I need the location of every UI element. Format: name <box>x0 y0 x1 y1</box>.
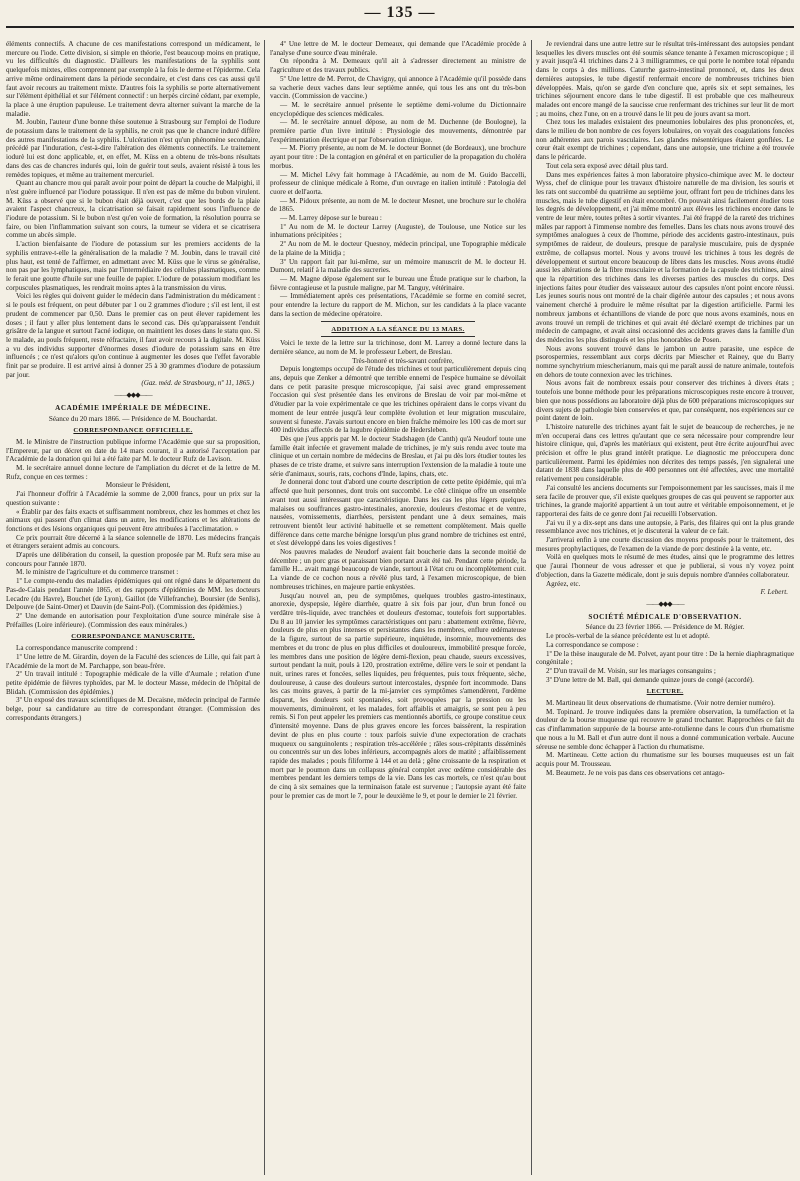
paragraph: L'action bienfaisante de l'iodure de potassium sur les premiers accidents de la syphilis entrave-t-elle la généralisation de la maladie ? M. Joubin, dans le travail cité plus haut, est tenté de l'affirmer, en admettant avec M. Küss que le virus se généralise, non pas par les lymphatiques, mais par l'intermédiaire des cellules plasmatiques, comme le ferait une goutte d'huile sur une feuille de papier. L'iodure de potassium modifiant les corpuscules plasmatiques, les rendrait moins aptes à la transmission du virus. <box>6 240 260 292</box>
paragraph: 3º Un rapport fait par lui-même, sur un mémoire manuscrit de M. le docteur H. Dumont, relatif à la maladie des sucreries. <box>270 257 526 275</box>
paragraph: Je donnerai donc tout d'abord une courte description de cette petite épidémie, qui m'a affecté que huit personnes, dont trois ont succombé. Le côté clinique offre un ensemble avant tout aussi intéressant que caractéristique. Dans les cas les plus légers quelques malaises ou souffrances gastro-intestinales, anorexie, douleurs d'estomac et de ventre, nausées, vomissements, diarrhées, persistent pendant une à deux semaines, mais retrouvent bientôt leur activité habituelle et se remettent complètement. Mais quelle différence dans cette marche bénigne lorsqu'un plus grand nombre de trichines est entré, et s'est développé dans les voies digestives ! <box>270 478 526 548</box>
paragraph: M. le Ministre de l'instruction publique informe l'Académie que sur sa proposition, l'Empereur, par un décret en date du 14 mars courant, il a autorisé l'acceptation par l'Académie de la donation qui lui a été faite par M. le docteur Rufz de Lavison. <box>6 437 260 464</box>
paragraph: Chez tous les malades existaient des pneumonies lobulaires des plus prononcées, et, dans le milieu de bon nombre de ces foyers lobulaires, on voyait des coagulations foncées non adhérentes aux parois vasculaires. Les glandes mésentériques étaient gonflées. Le cœur était exempt de trichines ; cependant, dans une autopsie, une trichine a été trouvée dans le péricarde. <box>536 118 794 162</box>
paragraph: Dès que j'eus appris par M. le docteur Stadshagen (de Canth) qu'à Neudorf toute une famille était infectée et gravement malade de trichines, je m'y suis rendu avec toute ma clinique et un certain nombre de médecins de Breslau, et j'ai pu dès lors étudier toutes les phases de ce triste drame, et suivre sans interruption l'extension de la maladie à toute une série d'animaux, souris, rats, cochons d'Inde, lapins, chats, etc. <box>270 434 526 478</box>
paragraph: 2º D'un travail de M. Voisin, sur les mariages consanguins ; <box>546 666 716 675</box>
paragraph: 4º Une lettre de M. le docteur Demeaux, qui demande que l'Académie procède à l'analyse d'une source d'eau minérale. <box>270 40 526 57</box>
paragraph: M. Joubin, l'auteur d'une bonne thèse soutenue à Strasbourg sur l'emploi de l'iodure de potassium dans le traitement de la syphilis, ne croit pas que le chancre induré diffère des autres manifestations de la syphilis. L'ulcération n'est qu'un phénomène secondaire, précédé par l'induration, c'est-à-dire l'altération des éléments connectifs. Le traitement iodurè lui est donc applicable, et, en effet, M. Küss en a obtenu de très-bons résultats dans des cas de chancres indurés qui, loin de guérir tout seuls, avaient résisté à tous les remèdes topiques, et même au traitement mercuriel. <box>6 118 260 179</box>
closing: Agréez, etc. <box>546 579 581 588</box>
paragraph: M. le secrétaire annuel donne lecture de l'ampliation du décret et de la lettre de M. Rufz, conçue en ces termes : <box>6 464 260 481</box>
divider-rule <box>321 321 475 322</box>
paragraph: 3º D'une lettre de M. Ball, qui demande quinze jours de congé (accordé). <box>546 675 754 684</box>
paragraph: — M. Michel Lévy fait hommage à l'Académie, au nom de M. Guido Baccelli, professeur de clinique médicale à Rome, d'un ouvrage en italien intitulé : Patologia del cuore et dell'aorta. <box>270 170 526 196</box>
top-rule <box>6 26 794 28</box>
paragraph: Voici les règles qui doivent guider le médecin dans l'administration du médicament : si le pouls est fréquent, on peut débuter par 1 ou 2 grammes d'iodure ; s'il est lent, il est prudent de commencer par 0,50. Dans le premier cas on peut élever rapidement les doses ; il faut y aller plus lentement dans le second cas. Dès qu'apparaissent l'enduit grisâtre de la langue et surtout l'acné iodique, on maintient les doses dans le statu quo. Si le malade, au pouls fréquent, reste réfractaire, il faut avoir recours à la digitale. M. Küss a vu des individus supporter d'énormes doses d'iodure de potassium sans en être influencés ; ce n'est qu'alors qu'on continue à augmenter les doses que l'effet favorable finit par se produire. Il est arrivé ainsi à donner 25 à 30 grammes d'iodure de potassium par jour. <box>6 292 260 379</box>
subsection-title: CORRESPONDANCE OFFICIELLE. <box>73 427 193 435</box>
paragraph: Je reviendrai dans une autre lettre sur le résultat très-intéressant des autopsies pendant lesquelles les divers muscles ont été soumis séance tenante à l'examen microscopique ; il y avait jusqu'à 41 trichines dans 2 à 3 milligrammes, ce qui porte le nombre total répandu dans le corps à des millions. Caturrhe gastro-intestinal prononcé, et, dans les deux dernières autopsies, le tube digestif renfermait encore de nombreuses trichines bien développées. Mais, qu'on se garde d'en conclure que, après six et sept semaines, les trichines séjournent encore dans le tube digestif. Il est probable que ces malheureux malades ont encore mangé de la saucisse crue renfermant des trichines sur leur lit de mort ; au moins, chez l'une, on en a trouvé dans le lit peu de jours avant sa mort. <box>536 40 794 118</box>
paragraph: — M. le secrétaire annuel dépose, au nom de M. Duchenne (de Boulogne), la première partie d'un livre intitulé : Physiologie des mouvements, démontrée par l'expérimentation électrique et par l'observation clinique. <box>270 118 526 144</box>
section-title-academy: ACADÉMIE IMPÉRIALE DE MÉDECINE. <box>55 403 211 412</box>
paragraph: M. Martineau. Cette action du rhumatisme sur les bourses muqueuses est un fait acquis pour M. Trousseau. <box>536 751 794 768</box>
section-ornament: ——◆◆◆—— <box>114 391 152 400</box>
paragraph: On répondra à M. Demeaux qu'il ait à s'adresser directement au ministre de l'agriculture et des travaux publics. <box>270 57 526 75</box>
column-3 <box>536 40 794 1175</box>
paragraph: Le procès-verbal de la séance précédente est lu et adopté. <box>546 632 710 641</box>
paragraph: éléments connectifs. A chacune de ces manifestations correspond un médicament, le mercure ou l'iode. Cette division, si simple en théorie, l'est beaucoup moins en pratique, vu les difficultés du diagnostic. D'ailleurs les manifestations de la syphilis sont quelquefois mixtes, elles comprennent par exemple à la fois le derme et l'épiderme. Cela arrive même ordinairement dans la période secondaire, et c'est dans ces cas aussi qu'il faut avoir recours au traitement mixte. D'autres fois la syphilis se porte alternativement sur l'élément épithélial et sur l'élément connectif : un herpès circiné cédant, par exemple, la place à une éruption papuleuse. Le traitement devra alterner suivant la marche de la maladie. <box>6 40 260 118</box>
paragraph: J'arriverai enfin à une courte discussion des moyens proposés pour le traitement, des mesures prophylactiques, de l'examen de la viande de porc destinée à la vente, etc. <box>536 536 794 553</box>
paragraph: M. le ministre de l'agriculture et du commerce transmet : <box>16 568 179 577</box>
paragraph: Quant au chancre mou qui paraît avoir pour point de départ la couche de Malpighi, il n'est guère influencé par l'iodure potassique. Il n'en est pas de même du bubon virulent. M. Küss a observé que si le bubon était déjà ouvert, c'est que les bords de la plaie avaient l'aspect chancreux, la cicatrisation se faisait rapidement sous l'influence de l'iodure de potassium. Si le bubon n'est qu'en voie de formation, la résolution pourra se faire, ou bien l'inflammation suivant son cours, la tumeur se videra et se cicatrisera comme un abcès simple. <box>6 179 260 240</box>
citation: (Gaz. méd. de Strasbourg, nº 11, 1865.) <box>141 379 254 388</box>
session-line: Séance du 23 février 1866. — Présidence de M. Régier. <box>585 623 745 632</box>
subsection-title: LECTURE. <box>646 688 684 696</box>
paragraph: — Immédiatement après ces présentations, l'Académie se forme en comité secret, pour entendre la lecture du rapport de M. Michon, sur les candidats à la place vacante dans la section de médecine opératoire. <box>270 292 526 318</box>
paragraph: 1º Au nom de M. le docteur Larrey (Auguste), de Toulouse, une Notice sur les inhumations précipitées ; <box>270 222 526 240</box>
paragraph: J'ai consulté les anciens documents sur l'empoisonnement par les saucisses, mais il me sera facile de prouver que, s'il existe quelques groupes de cas qui peuvent se rapporter aux trichines, la grande majorité appartient à un tout autre et véritable empoisonnement, et je rapporterai des faits de ce genre dont j'ai recueilli l'observation. <box>536 483 794 518</box>
paragraph: Tout cela sera exposé avec détail plus tard. <box>546 161 669 170</box>
section-title-society: SOCIÉTÉ MÉDICALE D'OBSERVATION. <box>588 612 742 621</box>
paragraph: « Établir par des faits exacts et suffisamment nombreux, chez les hommes et chez les animaux qui passent d'un climat dans un autre, les modifications et les altérations de fonctions et des lésions organiques qui peuvent être attribuées à l'acclimatation. » <box>6 507 260 533</box>
paragraph: — M. le secrétaire annuel présente le septième demi-volume du Dictionnaire encyclopédique des sciences médicales. <box>270 100 526 118</box>
paragraph: — M. Larrey dépose sur le bureau : <box>280 214 382 223</box>
paragraph: Voici le texte de la lettre sur la trichinose, dont M. Larrey a donné lecture dans la dernière séance, au nom de M. le professeur Lebert, de Breslau. <box>270 339 526 356</box>
paragraph: La correspondance se compose : <box>546 640 639 649</box>
paragraph: Nous avons fait de nombreux essais pour conserver des trichines à divers états ; toutefois une bonne méthode pour les préparations microscopiques reste encore à trouver, bien que nous possédions au laboratoire déjà plus de 600 préparations microscopiques sur divers sujets de pathologie bien conservées et que, par conséquent, nos expériences sur ce point datent de loin. <box>536 379 794 423</box>
paragraph: 1º Le compte-rendu des maladies épidémiques qui ont régné dans le département du Pas-de-Calais pendant l'année 1865, et des rapports d'épidémies de MM. les docteurs Lecadre (du Havre), Bouchet (de Lyon), Gaillot (de Villefranche), Boursier (de Senlis), Delpouve (de Saint-Omer) et Dauvin (de Saint-Pol). (Commission des épidémies.) <box>6 577 260 612</box>
column-divider <box>264 40 265 1175</box>
paragraph: Nous avons souvent trouvé dans le jambon un autre parasite, une espèce de psorospermies, ressemblant aux corps décrits par Miescher et Rainey, que du Barry nomme synchytrium miescherianum, mais qui me paraît aussi de nature animale, toutefois en dehors de toute connexion avec les trichines. <box>536 344 794 379</box>
paragraph: D'après une délibération du conseil, la question proposée par M. Rufz sera mise au concours pour l'année 1870. <box>6 551 260 568</box>
divider-rule <box>321 336 475 337</box>
paragraph: Nos pauvres malades de Neudorf avaient fait boucherie dans la seconde moitié de décembre ; un porc gras et paraissant bien portant avait été tué. Pendant cette période, la famille H... avait mangé beaucoup de viande, surtout à l'état cru ou incomplètement cuit. La viande de ce cochon nous a révélé plus tard, à l'examen microscopique, de bien nombreuses trichines, en majeure partie enkystées. <box>270 548 526 591</box>
paragraph: 1º De la thèse inaugurale de M. Polvet, ayant pour titre : De la hernie diaphragmatique congénitale ; <box>536 649 794 667</box>
salutation: Monsieur le Président, <box>105 481 171 490</box>
paragraph: 2º Au nom de M. le docteur Quesnoy, médecin principal, une Topographie médicale de la plaine de la Mitidja ; <box>270 240 526 257</box>
paragraph: — M. Magne dépose également sur le bureau une Étude pratique sur le charbon, la fièvre contagieuse et la pustule maligne, par M. Tanguy, vétérinaire. <box>270 274 526 292</box>
subsection-title: CORRESPONDANCE MANUSCRITE. <box>71 633 195 641</box>
paragraph: 5º Une lettre de M. Perrot, de Chavigny, qui annonce à l'Académie qu'il possède dans sa vacherie deux vaches dans leur septième année, qui tous les ans ont du très-bon vaccin. (Commission de vaccine.) <box>270 74 526 101</box>
paragraph: M. Topinard. Je trouve indiquées dans la première observation, la tuméfaction et la douleur de la bourse muqueuse qui recouvre le grand trochanter. Rapprochées ce fait du cas d'inflammation suppurée de la bourse ante-rotulienne dans le cours d'un rhumatisme que nous a lu M. Ball et d'un autre dont il nous a donné communication verbale. Aucune séreuse ne semble donc échapper à l'action du rhumatisme. <box>536 707 794 751</box>
paragraph: M. Beaumetz. Je ne vois pas dans ces observations cet antago- <box>546 768 725 777</box>
paragraph: L'histoire naturelle des trichines ayant fait le sujet de beaucoup de recherches, je ne m'en occuperai dans ces lettres qu'autant que ce sera nécessaire pour comprendre leur histoire clinique, qui, d'après les matériaux qui existent, peut être écrite aujourd'hui avec précision et offre le plus grand intérêt pratique. Le diagnostic me préoccupera donc particulièrement. Parmi les épidémies non décrites des temps passés, j'en signalerai une datant de 1838 dans laquelle plus de 400 personnes ont été affectées, avec une mortalité relativement peu considérable. <box>536 422 794 484</box>
paragraph: 1º Une lettre de M. Girardin, doyen de la Faculté des sciences de Lille, qui fait part à l'Académie de la mort de M. Parchappe, son beau-frère. <box>6 652 260 670</box>
paragraph: Jusqu'au nouvel an, peu de symptômes, quelques troubles gastro-intestinaux, anorexie, dyspepsie, légère diarrhée, quatre à six fois par jour, d'un brun foncé ou verdâtre très-liquide, avec tranchées et douleurs d'estomac, toutefois fort supportables. Du 8 au 10 janvier les symptômes caractéristiques ont paru : abattement extrême, fièvre, douleurs de plus en plus intenses et persistantes dans les membres, enflure œdémateuse de la figure, surtout de sa partie supérieure, inquiétude, insomnie, mouvements des membres et du tronc de plus en plus difficiles et douloureux, immobilité presque forcée, les membres dans une position de légère demi-flexion, peau chaude, sueurs excessives, surtout pendant la nuit, pouls à 120, prostration extrême, délire vers le soir et pendant la nuit, urines rares et foncées, selles liquides, peu fréquentes, puis toux fréquente, sèche, douloureuse, à cause des douleurs surtout intercostales, dyspnée fort incommode. Dans les cas moins graves, à partir de la mi-janvier ces symptômes s'amendèrent, l'œdème disparut, les douleurs soit spontanées, soit provoquées par la pression ou les mouvements, diminuèrent, et les malades, fort affaiblis et amaigris, se sont peu à peu remis. Si l'on peut appeler les premiers cas mentionnés abortifs, ce groupe constitue ceux d'intensité moyenne. Dans de plus graves encore les forces baissèrent, la respiration devint de plus en plus courte : toux parfois suivie d'une expectoration de crachats muqueux ou sanguinolents ; respiration très-accélérée ; râles sous-crépitants disséminés ou concentrés sur un des lobes inférieurs, accompagnés alors de matité ; affaiblissement rapide des malades ; pouls filiforme à 144 et au delà ; gêne croissante de la respiration et mort par le poumon dans un collapsus général complet avec œdème considérable des membres pendant les derniers temps de la vie. Dans les cas mortels, ce n'est qu'au bout de cinq à six semaines que la terminaison fatale est survenue ; l'autopsie ayant été faite pour le premier cas de mort le 7, pour le deuxième le 9, et pour le dernier le 21 février. <box>270 591 526 800</box>
column-2 <box>270 40 526 1175</box>
paragraph: 3º Un exposé des travaux scientifiques de M. Decaisne, médecin principal de l'armée belge, pour sa candidature au titre de correspondant étranger. (Commission des correspondants étrangers.) <box>6 696 260 722</box>
salutation: Très-honoré et très-savant confrère, <box>352 356 454 365</box>
paragraph: 2º Une demande en autorisation pour l'exploitation d'une source minérale sise à Préfailles (Loire inférieure). (Commission des eaux minérales.) <box>6 612 260 629</box>
column-1 <box>6 40 260 1175</box>
paragraph: J'ai vu il y a dix-sept ans dans une autopsie, à Paris, des filaires qui ont la plus grande ressemblance avec nos trichines, et je discuterai la valeur de ce fait. <box>536 518 794 536</box>
section-title-addition: ADDITION A LA SÉANCE DU 13 MARS. <box>331 325 465 333</box>
page-number: — 135 — <box>364 4 436 21</box>
column-divider <box>531 40 532 1175</box>
paragraph: Depuis longtemps occupé de l'étude des trichines et tout particulièrement depuis cinq ans, depuis que Zenker a démontré que terrible ennemi de l'espèce humaine se dévoilait dans ce petit parasite presque microscopique, j'ai saisi avec grand empressement l'occasion qui s'est présentée dans les environs de Breslau de voir par moi-même et d'étudier par la voie expérimentale ce que les trichines opéraient dans le corps vivant du moment de leur entrée jusqu'à leur complète évolution et leur migration musculaire, souvent si funeste. J'avais surtout encore en bien fraîche mémoire les 100 cas de mort sur 400 individus affectés de la lugubre épidémie de Hedersleben. <box>270 365 526 435</box>
paragraph: — M. Piorry présente, au nom de M. le docteur Bonnet (de Bordeaux), une brochure ayant pour titre : De la contagion en général et en particulier de la propagation du choléra morbus. <box>270 144 526 170</box>
paragraph: 2º Un travail intitulé : Topographie médicale de la ville d'Aumale ; relation d'une petite épidémie de fièvres typhoïdes, par M. le docteur Masse, médecin de l'hôpital de Blidah. (Commission des épidémies.) <box>6 670 260 696</box>
paragraph: Voilà en quelques mots le résumé de mes études, ainsi que le programme des lettres que j'aurai l'honneur de vous adresser et que je publierai, si vous n'y voyez point d'objection, dans la Gazette médicale, dont je suis depuis nombre d'années collaborateur. <box>536 553 794 579</box>
paragraph: M. Martineau lit deux observations de rhumatisme. (Voir notre dernier numéro). <box>546 699 775 708</box>
session-line: Séance du 20 mars 1866. — Présidence de M. Bouchardat. <box>48 414 218 423</box>
paragraph: Ce prix pourrait être décerné à la séance solennelle de 1870. Les médecins français et étrangers seraient admis au concours. <box>6 533 260 551</box>
paragraph: Dans mes expériences faites à mon laboratoire physico-chimique avec M. le docteur Wyss, chef de clinique pour les travaux d'histoire naturelle de ma division, les souris et les rats ont succombé du quatrième au septième jour, offrant fort peu de trichines dans les muscles, mais le tube digestif en était encombré. On pouvait ainsi facilement étudier tous les degrés de développement, et j'ai même montré aux élèves les trichines encore dans le ventre de leur mère, toutes prêtes à sortir vivantes. J'ai été frappé de la rareté des trichines mâles par rapport à l'immense nombre des femelles. Dans les chats nous avons trouvé des symptômes analogues à ceux de l'homme, période des accidents gastro-intestinaux, puis symptômes de raideur, de douleurs, presque de paralysie musculaire, puis de dyspnée extrême, de collapsus mortel. Nous y avons trouvé les trichines à tous les degrés de développement et surtout encore beaucoup de libres dans les muscles. Nous avons étudié aussi les altérations de la fibre musculaire et la formation de la capsule des trichines, ainsi que la répartition des trichines dans les diverses parties des muscles du corps. Des injections faites pour étudier des vaisseaux autour des capsules n'ont point encore réussi. Les jeunes souris nous ont montré de la chair digérée autour des capsules ; et nous avons vainement cherché à produire le même résultat par la digestion artificielle. Parmi les nombreux jambons et échantillons de viande de porc que nous avons examinés, nous en avons trouvé un rempli de trichines et qui avait été déclaré exempt de trichines par un médecin de campagne, et avait ainsi occasionné des accidents graves dans la famille d'un des médecins les plus distingués et les plus honorables de Posen. <box>536 170 794 344</box>
paragraph: J'ai l'honneur d'offrir à l'Académie la somme de 2,000 francs, pour un prix sur la question suivante : <box>6 490 260 507</box>
signature: F. Lebert. <box>760 588 788 597</box>
section-ornament: ——◆◆◆—— <box>646 600 684 608</box>
paragraph: La correspondance manuscrite comprend : <box>16 644 138 653</box>
paragraph: — M. Pidoux présente, au nom de M. le docteur Mesnet, une brochure sur le choléra de 1865. <box>270 196 526 214</box>
